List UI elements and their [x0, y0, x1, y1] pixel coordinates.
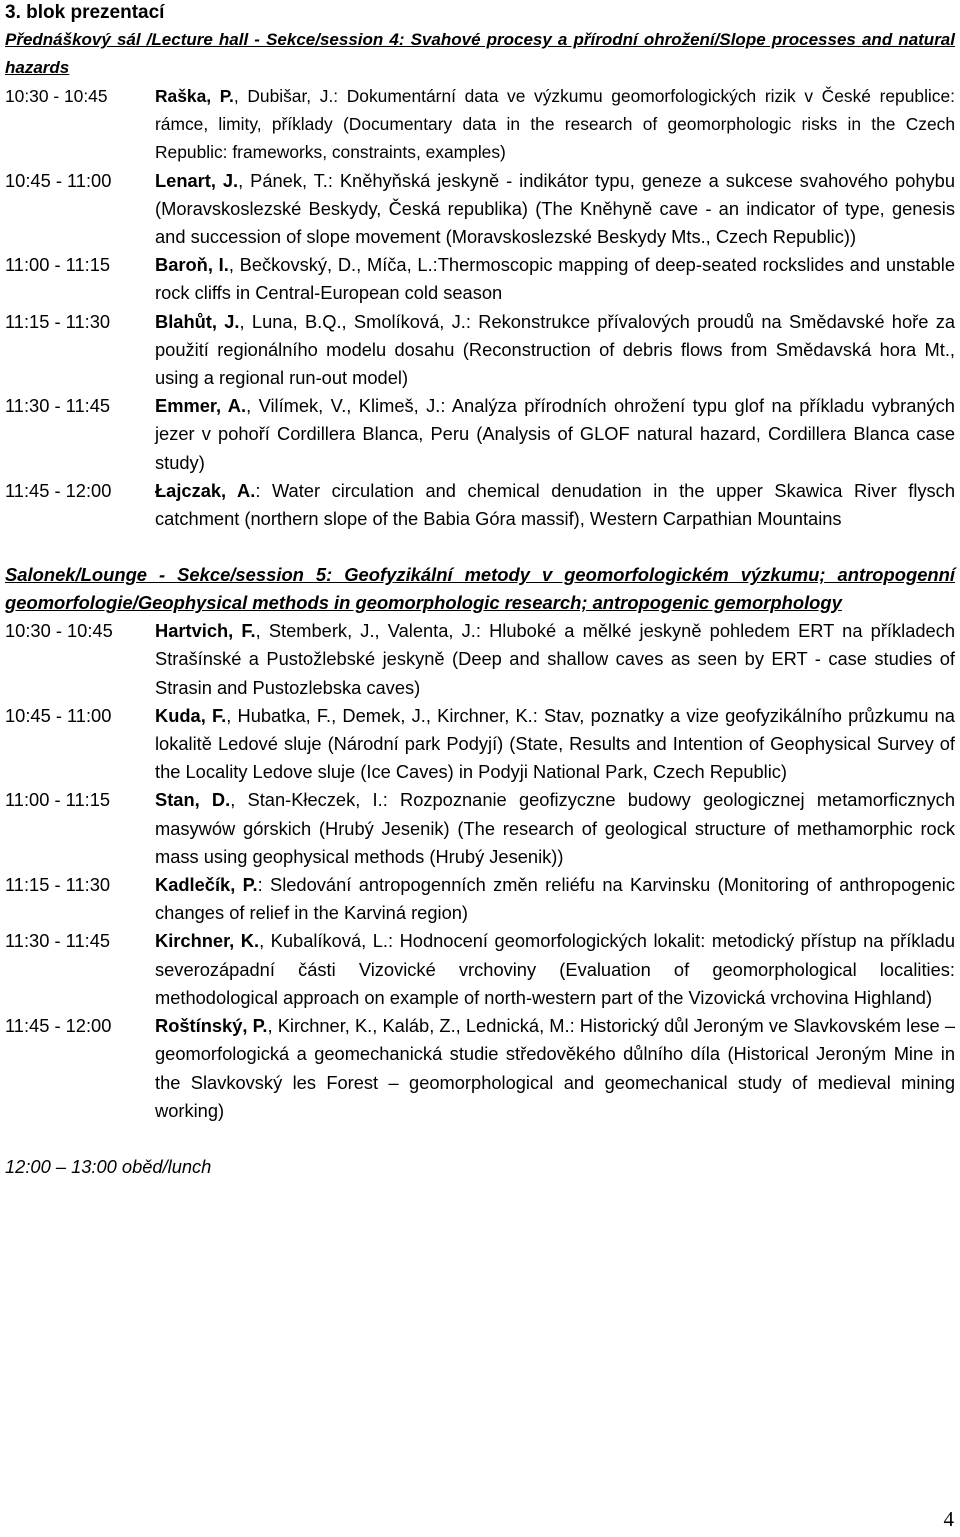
session4-list — [5, 82, 955, 533]
schedule-entry — [5, 927, 955, 1012]
schedule-entry — [5, 82, 955, 167]
entry-text — [155, 786, 955, 871]
entry-text — [155, 167, 955, 252]
entry-first-author: Raška, P. — [155, 86, 234, 106]
entry-rest: , Kirchner, K., Kaláb, Z., Lednická, M.: Historický důl Jeroným ve Slavkovském lese – geomorfologická a geomechanická studie středověkého důlního díla (Historical Jeroným Mine in the Slavkovský les Forest – geomorphological and geomechanical study of medieval mining working) — [155, 1015, 955, 1121]
entry-time: 11:45 - 12:00 — [5, 479, 112, 501]
entry-rest: : Water circulation and chemical denudation in the upper Skawica River flysch catchment (northern slope of the Babia Góra massif), Western Carpathian Mountains — [155, 479, 955, 530]
entry-text — [155, 477, 955, 533]
session5-list — [5, 617, 955, 1125]
entry-rest: : Sledování antropogenních změn reliéfu na Karvinsku (Monitoring of anthropogenic changes of relief in the Karviná region) — [155, 874, 955, 924]
block-heading: 3. blok prezentací — [5, 2, 165, 23]
entry-time: 10:30 - 10:45 — [5, 620, 113, 642]
entry-text — [155, 308, 955, 393]
entry-text — [155, 251, 955, 307]
session5-title: Salonek/Lounge - Sekce/session 5: Geofyzikální metody v geomorfologickém výzkumu; antropogenní geomorfologie/Geophysical methods in geomorphologic research; antropogenic gemorphology — [5, 564, 955, 614]
page-number: 4 — [943, 1507, 954, 1531]
schedule-entry — [5, 308, 955, 393]
entry-first-author: Lenart, J. — [155, 169, 239, 191]
entry-text — [155, 871, 955, 927]
schedule-entry — [5, 1012, 955, 1125]
entry-rest: , Luna, B.Q., Smolíková, J.: Rekonstrukce přívalových proudů na Smědavské hoře za použití regionálního modelu dosahu (Reconstruction of debris flows from Smědavská hora Mt., using a regional run-out model) — [155, 310, 956, 389]
entry-first-author: Emmer, A. — [155, 395, 247, 417]
entry-first-author: Kirchner, K. — [155, 930, 260, 952]
schedule-entry — [5, 251, 955, 307]
entry-time: 11:00 - 11:15 — [5, 254, 111, 276]
entry-text — [5, 82, 955, 167]
entry-time: 11:15 - 11:30 — [5, 874, 111, 896]
schedule-entry — [5, 392, 955, 477]
entry-first-author: Kadlečík, P. — [155, 874, 258, 896]
spacer — [5, 1125, 955, 1153]
schedule-entry — [5, 702, 955, 787]
entry-time: 11:30 - 11:45 — [5, 930, 111, 952]
lunch-break: 12:00 – 13:00 oběd/lunch — [5, 1155, 212, 1177]
entry-rest: , Bečkovský, D., Míča, L.:Thermoscopic mapping of deep-seated rockslides and unstable rock cliffs in Central-European cold season — [155, 254, 955, 304]
entry-rest: , Kubalíková, L.: Hodnocení geomorfologických lokalit: metodický přístup na příkladu severozápadní části Vizovické vrchoviny (Evaluation of geomorphological localities: methodological approach on example of north-western part of the Vizovická vrchovina Highland) — [155, 930, 955, 1008]
entry-time: 10:45 - 11:00 — [5, 704, 112, 726]
session4-title: Přednáškový sál /Lecture hall - Sekce/session 4: Svahové procesy a přírodní ohrožení/Slope processes and natural hazards — [5, 30, 955, 77]
program-page — [5, 0, 955, 1181]
entry-time: 11:15 - 11:30 — [5, 310, 111, 332]
entry-first-author: Łajczak, A. — [155, 479, 256, 501]
entry-first-author: Stan, D. — [155, 789, 231, 811]
entry-first-author: Baroň, I. — [155, 254, 229, 276]
entry-first-author: Kuda, F. — [155, 704, 227, 726]
entry-rest: , Hubatka, F., Demek, J., Kirchner, K.: Stav, poznatky a vize geofyzikálního průzkumu na lokalitě Ledové sluje (Národní park Podyjí) (State, Results and Intention of Geophysical Survey of the Locality Ledove sluje (Ice Caves) in Podyji National Park, Czech Republic) — [155, 704, 955, 783]
entry-rest: , Pánek, T.: Kněhyňská jeskyně - indikátor typu, geneze a sukcese svahového pohybu (Moravskoslezské Beskydy, Česká republika) (The Kněhyně cave - an indicator of type, genesis and succession of slope movement (Moravskoslezské Beskydy Mts., Czech Republic)) — [155, 169, 955, 248]
entry-time: 11:30 - 11:45 — [5, 395, 111, 417]
entry-text — [155, 1012, 955, 1125]
entry-rest: , Stemberk, J., Valenta, J.: Hluboké a mělké jeskyně pohledem ERT na příkladech Strašínské a Pustožlebské jeskyně (Deep and shallow caves as seen by ERT - case studies of Strasin and Pustozlebska caves) — [155, 620, 955, 698]
spacer — [5, 533, 955, 561]
entry-text — [155, 702, 955, 787]
schedule-entry — [5, 871, 955, 927]
schedule-entry — [5, 617, 955, 702]
entry-rest: , Dubišar, J.: Dokumentární data ve výzkumu geomorfologických rizik v České republice: rámce, limity, příklady (Documentary data in the research of geomorphologic risks in the Czech Republic: frameworks, constraints, examples) — [155, 86, 955, 163]
schedule-entry — [5, 477, 955, 533]
entry-rest: , Stan-Kłeczek, I.: Rozpoznanie geofizyczne budowy geologicznej metamorficznych masywów górskich (Hrubý Jesenik) (The research of geological structure of methamorphic rock mass using geophysical methods (Hrubý Jesenik)) — [155, 789, 955, 867]
entry-first-author: Hartvich, F. — [155, 620, 256, 642]
entry-rest: , Vilímek, V., Klimeš, J.: Analýza přírodních ohrožení typu glof na příkladu vybraných jezer v pohoří Cordillera Blanca, Peru (Analysis of GLOF natural hazard, Cordillera Blanca case study) — [155, 395, 955, 473]
schedule-entry — [5, 786, 955, 871]
entry-first-author: Roštínský, P. — [155, 1015, 268, 1037]
entry-text — [155, 927, 955, 1012]
entry-text — [155, 392, 955, 477]
entry-time: 10:45 - 11:00 — [5, 169, 112, 191]
entry-first-author: Blahůt, J. — [155, 310, 240, 332]
entry-time: 10:30 - 10:45 — [5, 86, 108, 106]
entry-time: 11:45 - 12:00 — [5, 1015, 112, 1037]
entry-time: 11:00 - 11:15 — [5, 789, 111, 811]
entry-text — [155, 617, 955, 702]
schedule-entry — [5, 167, 955, 252]
